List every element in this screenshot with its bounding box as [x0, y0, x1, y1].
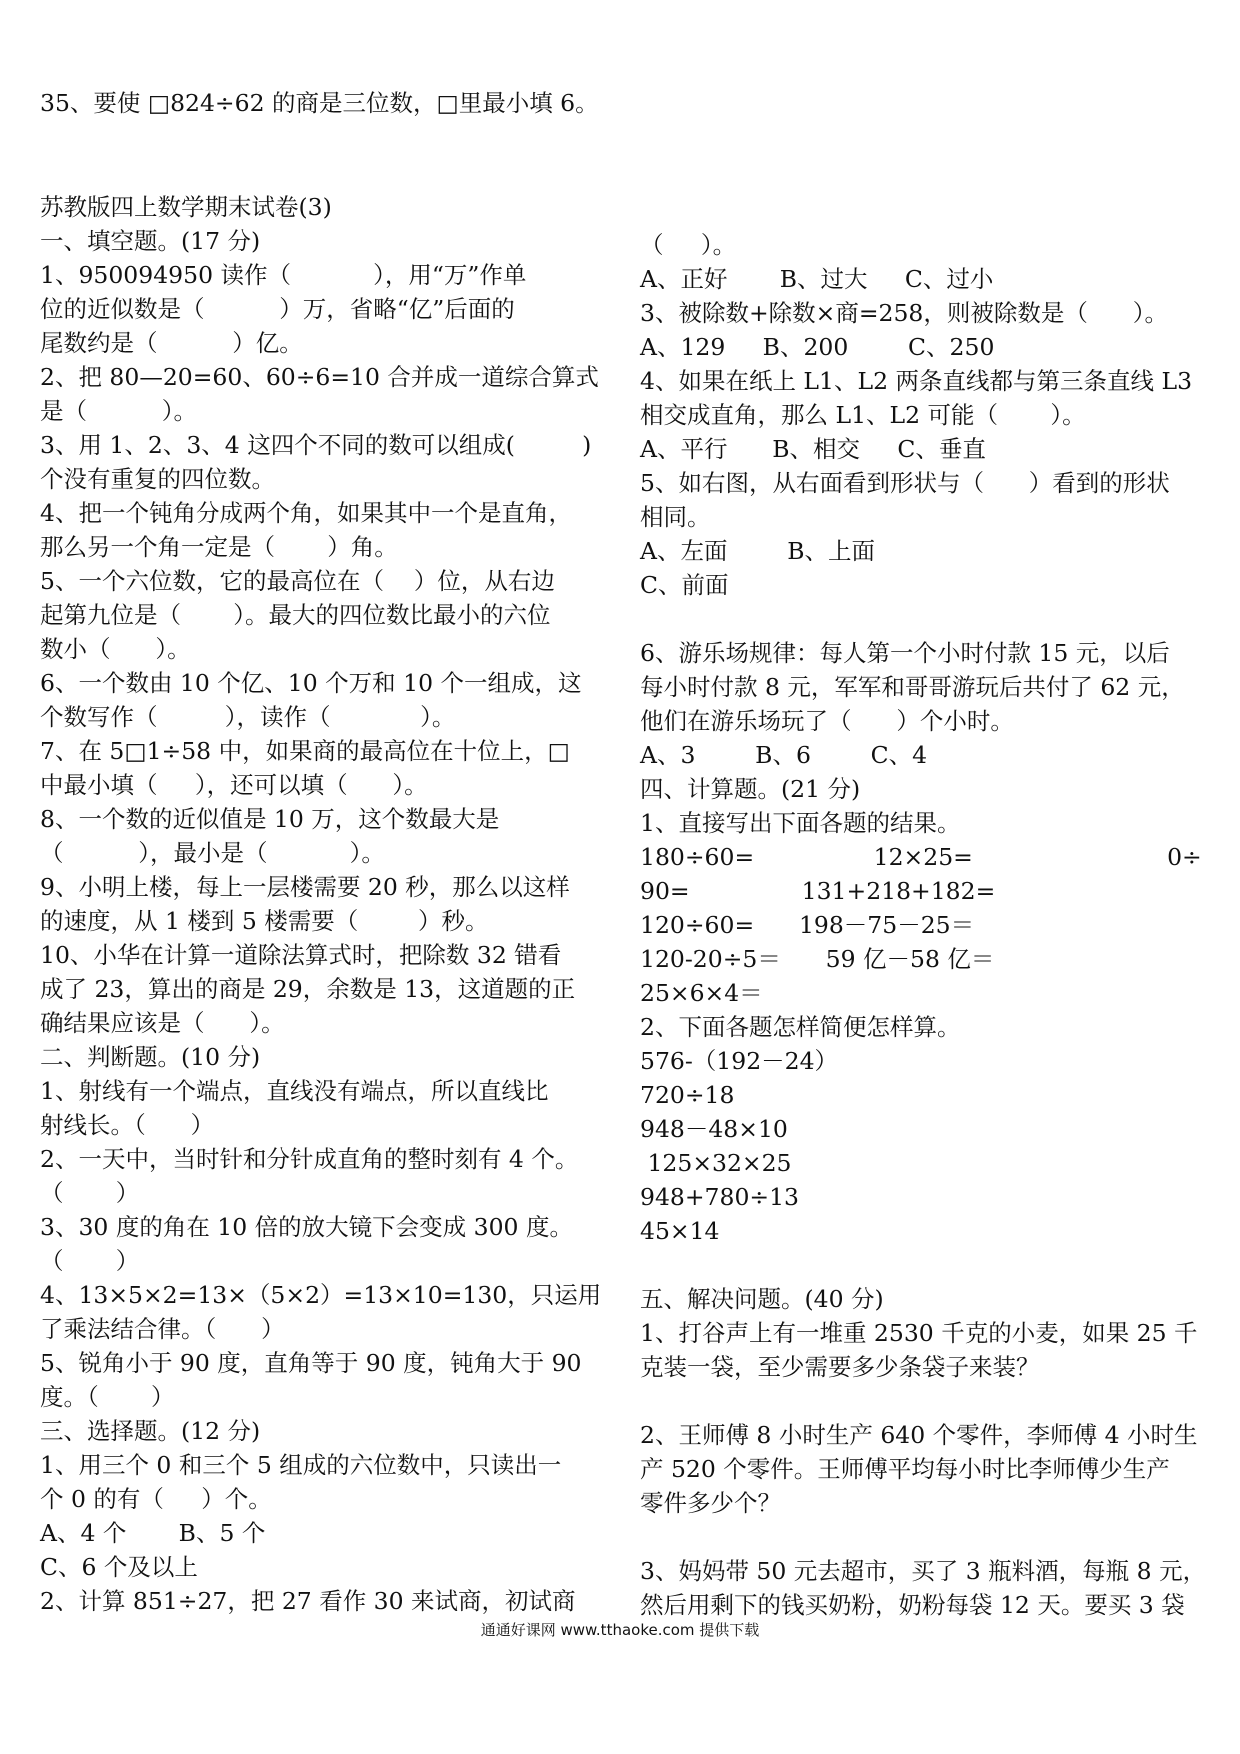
- text-line: 6、游乐场规律：每人第一个小时付款 15 元，以后: [640, 639, 1170, 667]
- text-line: 了乘法结合律。（ ）: [40, 1315, 285, 1343]
- text-line: 5、一个六位数，它的最高位在（ ）位，从右边: [40, 567, 555, 595]
- text-line: 720÷18: [640, 1081, 735, 1109]
- blank-line: [640, 1520, 1200, 1554]
- text-line: 4、如果在纸上 L1、L2 两条直线都与第三条直线 L3: [640, 367, 1193, 395]
- text-line: 1、用三个 0 和三个 5 组成的六位数中，只读出一: [40, 1451, 562, 1479]
- text-line: 1、950094950 读作（ ），用“万”作单: [40, 261, 527, 289]
- text-line: 中最小填（ ），还可以填（ ）。: [40, 771, 428, 799]
- right-column: [640, 228, 1207, 1622]
- text-line: 相同。: [640, 503, 711, 531]
- text-line: 2、一天中，当时针和分针成直角的整时刻有 4 个。: [40, 1145, 579, 1173]
- text-line: 四、计算题。(21 分): [640, 775, 861, 803]
- text-line: C、6 个及以上: [40, 1553, 198, 1581]
- text-line: 一、填空题。(17 分): [40, 227, 261, 255]
- text-line: 他们在游乐场玩了（ ）个小时。: [640, 707, 1014, 735]
- text-line: 成了 23，算出的商是 29，余数是 13，这道题的正: [40, 975, 576, 1003]
- text-line: 射线长。（ ）: [40, 1111, 215, 1139]
- text-line: 8、一个数的近似值是 10 万，这个数最大是: [40, 805, 500, 833]
- text-line: 度。（ ）: [40, 1383, 175, 1411]
- text-line: 三、选择题。(12 分): [40, 1417, 261, 1445]
- text-line: 2、计算 851÷27，把 27 看作 30 来试商，初试商: [40, 1587, 576, 1615]
- text-line: 是（ ）。: [40, 397, 197, 425]
- text-line: 120-20÷5＝ 59 亿－58 亿＝: [640, 945, 995, 973]
- text-line: 7、在 5□1÷58 中，如果商的最高位在十位上，□: [40, 737, 570, 765]
- text-line: 6、一个数由 10 个亿、10 个万和 10 个一组成，这: [40, 669, 582, 697]
- question-35: 35、要使 □824÷62 的商是三位数，□里最小填 6。: [40, 89, 599, 117]
- text-line: 起第九位是（ ）。最大的四位数比最小的六位: [40, 601, 551, 629]
- text-line: 180÷60= 12×25= 0÷: [640, 843, 1202, 871]
- text-line: A、平行 B、相交 C、垂直: [640, 435, 986, 463]
- text-line: 125×32×25: [640, 1149, 792, 1177]
- text-line: 克装一袋，至少需要多少条袋子来装？: [640, 1353, 1040, 1381]
- text-line: 5、锐角小于 90 度，直角等于 90 度，钝角大于 90: [40, 1349, 582, 1377]
- text-line: 3、妈妈带 50 元去超市，买了 3 瓶料酒，每瓶 8 元，: [640, 1557, 1207, 1585]
- text-line: 然后用剩下的钱买奶粉，奶粉每袋 12 天。要买 3 袋: [640, 1591, 1185, 1619]
- text-line: 相交成直角，那么 L1、L2 可能（ ）。: [640, 401, 1086, 429]
- text-line: 90= 131+218+182=: [640, 877, 996, 905]
- text-line: 5、如右图，从右面看到形状与（ ）看到的形状: [640, 469, 1170, 497]
- text-line: 2、下面各题怎样简便怎样算。: [640, 1013, 961, 1041]
- left-column: [40, 190, 600, 1618]
- text-line: 2、王师傅 8 小时生产 640 个零件，李师傅 4 小时生: [640, 1421, 1198, 1449]
- text-line: A、129 B、200 C、250: [640, 333, 995, 361]
- text-line: （ ）: [40, 1179, 140, 1207]
- text-line: 4、把一个钝角分成两个角，如果其中一个是直角，: [40, 499, 572, 527]
- text-line: A、正好 B、过大 C、过小: [640, 265, 994, 293]
- text-line: 4、13×5×2=13×（5×2）=13×10=130，只运用: [40, 1281, 602, 1309]
- text-line: 25×6×4＝: [640, 979, 763, 1007]
- text-line: 9、小明上楼，每上一层楼需要 20 秒，那么以这样: [40, 873, 570, 901]
- text-line: A、3 B、6 C、4: [640, 741, 928, 769]
- text-line: 3、30 度的角在 10 倍的放大镜下会变成 300 度。: [40, 1213, 573, 1241]
- text-line: 948+780÷13: [640, 1183, 799, 1211]
- text-line: 的速度，从 1 楼到 5 楼需要（ ）秒。: [40, 907, 489, 935]
- text-line: 10、小华在计算一道除法算式时，把除数 32 错看: [40, 941, 562, 969]
- footer-watermark: 通通好课网 www.tthaoke.com 提供下载: [480, 1621, 760, 1639]
- text-line: （ ）: [40, 1247, 140, 1275]
- text-line: A、4 个 B、5 个: [40, 1519, 266, 1547]
- text-line: 45×14: [640, 1217, 720, 1245]
- text-line: 苏教版四上数学期末试卷(3): [40, 193, 332, 221]
- text-line: 五、解决问题。(40 分): [640, 1285, 884, 1313]
- text-line: 948－48×10: [640, 1115, 788, 1143]
- text-line: 二、判断题。(10 分): [40, 1043, 261, 1071]
- text-line: 3、用 1、2、3、4 这四个不同的数可以组成( ): [40, 431, 592, 459]
- text-line: （ ），最小是（ ）。: [40, 839, 385, 867]
- text-line: 120÷60= 198－75－25＝: [640, 911, 975, 939]
- text-line: 每小时付款 8 元，军军和哥哥游玩后共付了 62 元，: [640, 673, 1185, 701]
- blank-line: [640, 602, 1200, 636]
- text-line: 个 0 的有（ ）个。: [40, 1485, 272, 1513]
- text-line: 3、被除数+除数×商=258，则被除数是（ ）。: [640, 299, 1168, 327]
- text-line: （ ）。: [640, 231, 737, 259]
- text-line: 确结果应该是（ ）。: [40, 1009, 285, 1037]
- text-line: 那么另一个角一定是（ ）角。: [40, 533, 398, 561]
- text-line: 1、打谷声上有一堆重 2530 千克的小麦，如果 25 千: [640, 1319, 1198, 1347]
- text-line: 1、射线有一个端点，直线没有端点，所以直线比: [40, 1077, 549, 1105]
- text-line: 个数写作（ ），读作（ ）。: [40, 703, 456, 731]
- text-line: 1、直接写出下面各题的结果。: [640, 809, 961, 837]
- text-line: 个没有重复的四位数。: [40, 465, 275, 493]
- text-line: 尾数约是（ ）亿。: [40, 329, 303, 357]
- text-line: 2、把 80—20=60、60÷6=10 合并成一道综合算式: [40, 363, 599, 391]
- text-line: 产 520 个零件。王师傅平均每小时比李师傅少生产: [640, 1455, 1170, 1483]
- text-line: 576-（192－24）: [640, 1047, 839, 1075]
- text-line: C、前面: [640, 571, 729, 599]
- text-line: 数小（ ）。: [40, 635, 191, 663]
- text-line: 零件多少个？: [640, 1489, 781, 1517]
- blank-line: [640, 1384, 1200, 1418]
- text-line: A、左面 B、上面: [640, 537, 875, 565]
- text-line: 位的近似数是（ ）万，省略“亿”后面的: [40, 295, 515, 323]
- blank-line: [640, 1248, 1200, 1282]
